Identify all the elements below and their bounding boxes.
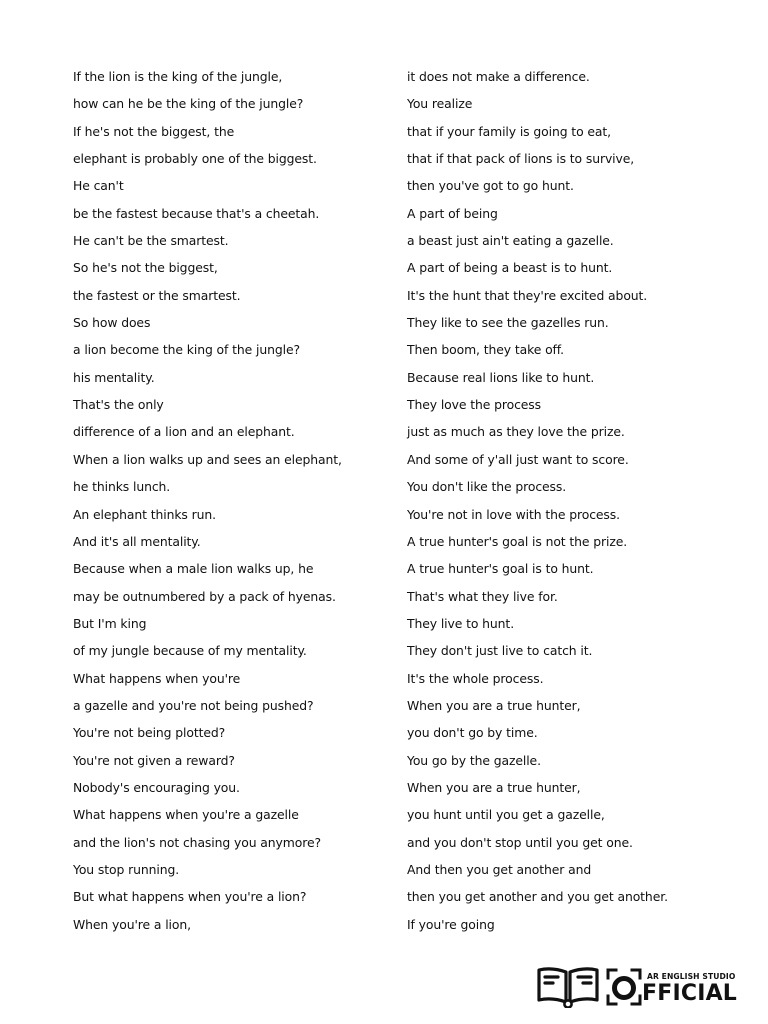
text-line: So how does bbox=[73, 315, 151, 331]
text-line: When you are a true hunter, bbox=[407, 697, 581, 713]
text-line: A true hunter's goal is not the prize. bbox=[407, 533, 628, 549]
text-line: They don't just live to catch it. bbox=[407, 643, 593, 659]
text-line: the fastest or the smartest. bbox=[73, 287, 241, 303]
text-line: Nobody's encouraging you. bbox=[73, 779, 240, 795]
text-line: And it's all mentality. bbox=[73, 533, 201, 549]
text-line: A part of being bbox=[407, 205, 498, 221]
text-line: You go by the gazelle. bbox=[407, 752, 541, 768]
text-line: may be outnumbered by a pack of hyenas. bbox=[73, 588, 336, 604]
text-line: When you are a true hunter, bbox=[407, 779, 581, 795]
text-line: his mentality. bbox=[73, 369, 155, 385]
text-line: and the lion's not chasing you anymore? bbox=[73, 834, 321, 850]
text-line: You don't like the process. bbox=[407, 479, 567, 495]
text-line: If you're going bbox=[407, 916, 495, 932]
text-line: just as much as they love the prize. bbox=[407, 424, 625, 440]
text-line: that if your family is going to eat, bbox=[407, 123, 611, 139]
text-line: But I'm king bbox=[73, 615, 147, 631]
camera-o-icon bbox=[606, 968, 642, 1006]
text-line: a beast just ain't eating a gazelle. bbox=[407, 233, 614, 249]
text-line: then you've got to go hunt. bbox=[407, 178, 574, 194]
text-line: Because when a male lion walks up, he bbox=[73, 561, 314, 577]
text-line: And some of y'all just want to score. bbox=[407, 451, 629, 467]
text-line: What happens when you're bbox=[73, 670, 241, 686]
text-line: a gazelle and you're not being pushed? bbox=[73, 697, 314, 713]
text-line: elephant is probably one of the biggest. bbox=[73, 151, 317, 167]
text-line: If he's not the biggest, the bbox=[73, 123, 235, 139]
ar-english-studio-logo bbox=[536, 962, 736, 1010]
text-line: If the lion is the king of the jungle, bbox=[73, 69, 283, 84]
text-line: You're not being plotted? bbox=[73, 725, 226, 741]
text-line: He can't be the smartest. bbox=[73, 233, 229, 249]
text-line: a lion become the king of the jungle? bbox=[73, 342, 300, 358]
text-line: It's the whole process. bbox=[407, 670, 544, 686]
text-line: it does not make a difference. bbox=[407, 69, 590, 84]
text-line: you hunt until you get a gazelle, bbox=[407, 807, 605, 823]
text-line: And then you get another and bbox=[407, 861, 592, 877]
text-line: Then boom, they take off. bbox=[407, 342, 565, 358]
text-line: So he's not the biggest, bbox=[73, 260, 218, 276]
text-line: you don't go by time. bbox=[407, 725, 538, 741]
text-line: An elephant thinks run. bbox=[73, 506, 216, 522]
text-line: It's the hunt that they're excited about. bbox=[407, 287, 648, 303]
text-line: You realize bbox=[407, 96, 473, 112]
text-line: You're not in love with the process. bbox=[407, 506, 620, 522]
text-line: You're not given a reward? bbox=[73, 752, 235, 768]
logo-official-text: FFICIAL bbox=[642, 981, 738, 1006]
text-line: They love the process bbox=[407, 397, 542, 413]
text-line: of my jungle because of my mentality. bbox=[73, 643, 307, 659]
text-line: A part of being a beast is to hunt. bbox=[407, 260, 613, 276]
right-text-column bbox=[407, 65, 737, 940]
text-line: be the fastest because that's a cheetah. bbox=[73, 205, 320, 221]
open-book-icon bbox=[536, 964, 600, 1008]
text-line: that if that pack of lions is to survive, bbox=[407, 151, 635, 167]
text-line: how can he be the king of the jungle? bbox=[73, 96, 304, 112]
text-line: But what happens when you're a lion? bbox=[73, 889, 307, 905]
text-line: and you don't stop until you get one. bbox=[407, 834, 633, 850]
left-text-column bbox=[73, 65, 393, 940]
text-line: he thinks lunch. bbox=[73, 479, 171, 495]
text-line: What happens when you're a gazelle bbox=[73, 807, 299, 823]
logo-studio-text: AR ENGLISH STUDIO bbox=[647, 972, 736, 981]
text-line: They live to hunt. bbox=[407, 615, 515, 631]
text-line: They like to see the gazelles run. bbox=[407, 315, 609, 331]
text-line: You stop running. bbox=[73, 861, 180, 877]
text-line: A true hunter's goal is to hunt. bbox=[407, 561, 594, 577]
text-line: He can't bbox=[73, 178, 124, 194]
text-line: difference of a lion and an elephant. bbox=[73, 424, 295, 440]
text-line: then you get another and you get another. bbox=[407, 889, 668, 905]
text-line: Because real lions like to hunt. bbox=[407, 369, 595, 385]
text-line: That's the only bbox=[73, 397, 164, 413]
text-line: That's what they live for. bbox=[407, 588, 558, 604]
text-line: When a lion walks up and sees an elephant, bbox=[73, 451, 342, 467]
text-line: When you're a lion, bbox=[73, 916, 191, 932]
